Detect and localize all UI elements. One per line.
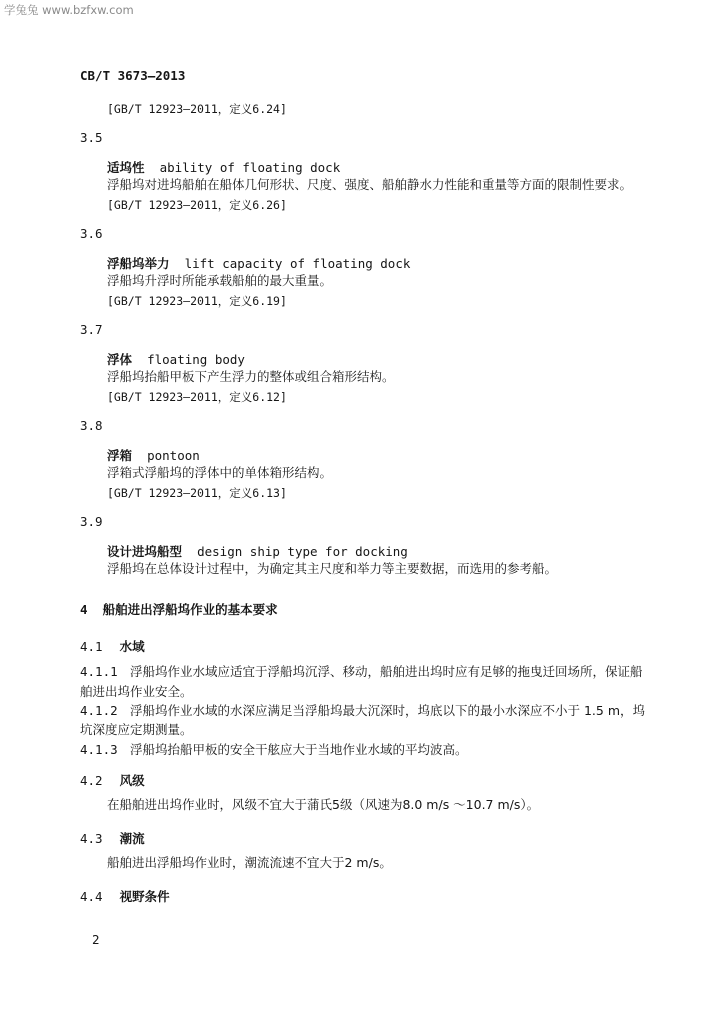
term-entry <box>107 445 200 464</box>
reference-citation: [GB/T 12923—2011，定义6.13] <box>107 486 287 500</box>
subsection-heading <box>80 770 145 789</box>
term-entry <box>107 253 410 272</box>
term-definition: 浮箱式浮船坞的浮体中的单体箱形结构。 <box>107 465 333 480</box>
term-zh: 浮船坞举力 <box>107 256 170 271</box>
term-zh: 浮体 <box>107 352 133 367</box>
subsection-number: 4.1 <box>80 639 103 654</box>
term-definition: 浮船坞抬船甲板下产生浮力的整体或组合箱形结构。 <box>107 369 395 384</box>
clause-text: 坑深度应定期测量。 <box>80 722 193 737</box>
reference-citation: [GB/T 12923—2011，定义6.12] <box>107 390 287 404</box>
subsection-heading <box>80 636 145 655</box>
term-entry <box>107 541 408 560</box>
term-definition: 浮船坞对进坞船舶在船体几何形状、尺度、强度、船舶静水力性能和重量等方面的限制性要求。 <box>107 177 633 192</box>
standard-header: CB/T 3673—2013 <box>80 68 186 83</box>
term-zh: 设计进坞船型 <box>107 544 183 559</box>
section-number: 3.8 <box>80 418 103 433</box>
clause-text: 浮船坞作业水域的水深应满足当浮船坞最大沉深时，坞底以下的最小水深应不小于 1.5 m，坞 <box>130 703 646 718</box>
clause-text: 船舶进出浮船坞作业时，潮流流速不宜大于2 m/s。 <box>107 855 392 870</box>
term-entry <box>107 157 340 176</box>
reference-citation: [GB/T 12923—2011，定义6.19] <box>107 294 287 308</box>
term-en: design ship type for docking <box>197 544 408 559</box>
subsection-heading <box>80 828 145 847</box>
clause-number: 4.1.3 <box>80 742 118 757</box>
clause-number: 4.1.2 <box>80 703 118 718</box>
subsection-title: 风级 <box>119 773 145 788</box>
watermark: 学兔兔 www.bzfxw.com <box>4 3 134 17</box>
subsection-number: 4.4 <box>80 889 103 904</box>
term-en: floating body <box>147 352 245 367</box>
subsection-heading <box>80 886 170 905</box>
page-number: 2 <box>92 932 100 947</box>
term-entry <box>107 349 245 368</box>
clause-number: 4.1.1 <box>80 664 118 679</box>
term-en: pontoon <box>147 448 200 463</box>
subsection-number: 4.2 <box>80 773 103 788</box>
reference-citation: [GB/T 12923—2011，定义6.26] <box>107 198 287 212</box>
clause-text: 舶进出坞作业安全。 <box>80 684 193 699</box>
section-number: 3.5 <box>80 130 103 145</box>
subsection-title: 视野条件 <box>119 889 170 904</box>
subsection-title: 潮流 <box>119 831 145 846</box>
subsection-number: 4.3 <box>80 831 103 846</box>
term-en: ability of floating dock <box>159 160 341 175</box>
chapter-number: 4 <box>80 602 88 617</box>
term-zh: 适坞性 <box>107 160 145 175</box>
clause-text: 在船舶进出坞作业时，风级不宜大于蒲氏5级（风速为8.0 m/s ～10.7 m/s）。 <box>107 797 540 812</box>
clause-text: 浮船坞抬船甲板的安全干舷应大于当地作业水域的平均波高。 <box>130 742 468 757</box>
chapter-heading <box>80 599 278 618</box>
reference-citation: [GB/T 12923—2011，定义6.24] <box>107 102 287 116</box>
section-number: 3.6 <box>80 226 103 241</box>
term-definition: 浮船坞升浮时所能承载船舶的最大重量。 <box>107 273 333 288</box>
section-number: 3.7 <box>80 322 103 337</box>
chapter-title: 船舶进出浮船坞作业的基本要求 <box>102 602 278 617</box>
subsection-title: 水域 <box>119 639 145 654</box>
term-en: lift capacity of floating dock <box>184 256 411 271</box>
term-definition: 浮船坞在总体设计过程中，为确定其主尺度和举力等主要数据，而选用的参考船。 <box>107 561 558 576</box>
section-number: 3.9 <box>80 514 103 529</box>
term-zh: 浮箱 <box>107 448 133 463</box>
clause-text: 浮船坞作业水域应适宜于浮船坞沉浮、移动，船舶进出坞时应有足够的拖曳迁回场所，保证船 <box>130 664 643 679</box>
